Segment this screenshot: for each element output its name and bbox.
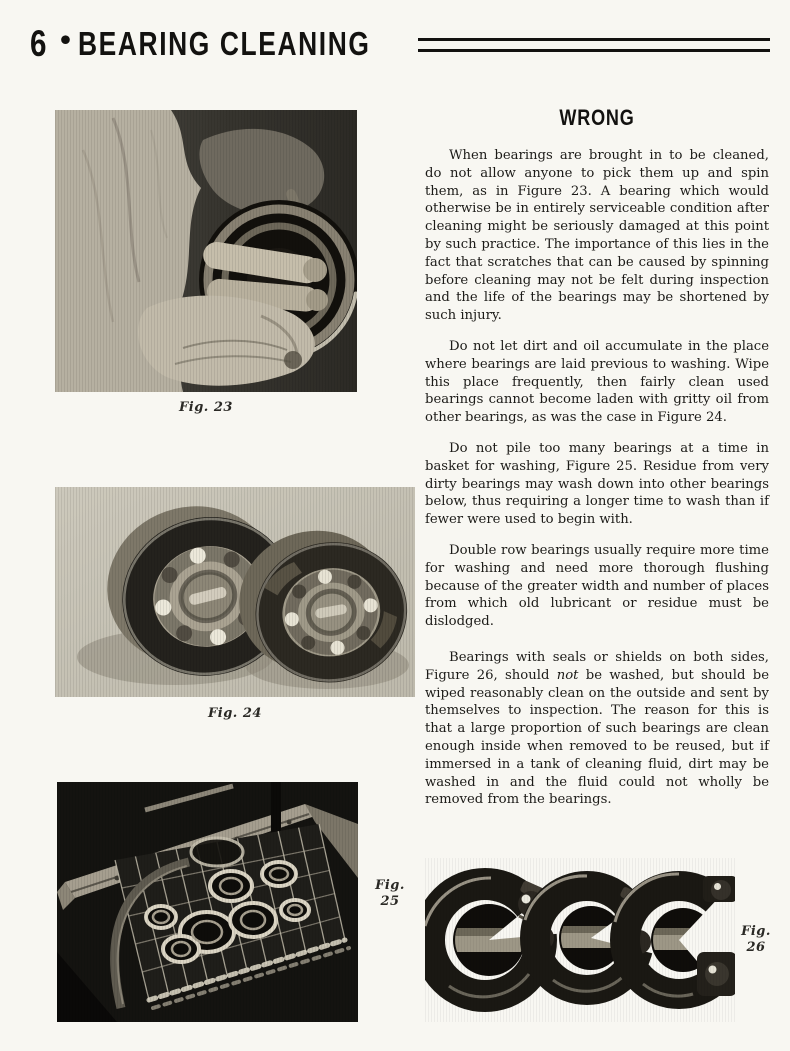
fig26-caption-line2: 26 xyxy=(746,939,766,955)
fig25-caption xyxy=(368,878,412,909)
sealed-paragraph-end: be washed, but should be wiped reasonably clean on the outside and sent by themselves to inspection. The reason for this is that a large proportion of such bearings are clean enough inside when removed to be reused, but if immersed in a tank of cleaning fluid, dirt may be washed in and the fluid could not wholly be removed from the bearings. xyxy=(425,667,769,808)
figure-23 xyxy=(55,110,357,415)
header-rule-top xyxy=(418,38,770,41)
figure-25 xyxy=(57,782,358,1022)
paragraph-basket-piling: Do not pile too many bearings at a time in basket for washing, Figure 25. Residue from very dirty bearings may wash down into other bearings below, thus requiring a longer time to wash than if fewer were used to begin with. xyxy=(425,440,769,528)
paragraph-dirt-oil-accumulate: Do not let dirt and oil accumulate in the place where bearings are laid previous to washing. Wipe this place frequently, then fairly clean used bearings cannot become laden with gritty oil from other bearings, as was the case in Figure 24. xyxy=(425,338,769,426)
fig25-caption-line2: 25 xyxy=(380,893,400,909)
fig25-caption-line1: Fig. xyxy=(375,878,405,893)
fig26-caption-line1: Fig. xyxy=(741,924,771,939)
fig26-photo-three-cutaway-bearings xyxy=(425,858,735,1022)
page-header xyxy=(30,22,770,66)
fig23-photo-hands-spinning-bearing xyxy=(55,110,357,392)
paragraph-double-row: Double row bearings usually require more time for washing and need more thorough flushing because of the greater width and number of places from which old lubricant or residue must be dislodged. xyxy=(425,542,769,630)
section-heading-wrong: WRONG xyxy=(559,105,635,130)
page-number: 6 xyxy=(30,23,47,64)
sealed-paragraph-emphasis: not xyxy=(556,667,579,683)
fig24-photo-two-bearings xyxy=(55,487,415,697)
fig26-caption xyxy=(733,924,779,955)
header-double-rule xyxy=(418,36,770,52)
sealed-paragraph-start: Bearings with seals or shields on both sides, Figure 26, should xyxy=(425,649,769,683)
header-rule-bottom xyxy=(418,49,770,53)
paragraph-sealed-bearings xyxy=(425,649,769,809)
fig24-caption: Fig. 24 xyxy=(208,706,262,721)
bullet-separator-icon: • xyxy=(56,24,75,59)
figure-26 xyxy=(425,858,735,1022)
body-text-column xyxy=(425,105,769,822)
fig23-caption: Fig. 23 xyxy=(179,400,233,415)
page-title: BEARING CLEANING xyxy=(78,25,371,62)
fig25-photo-basket-of-bearings xyxy=(57,782,358,1022)
paragraph-spinning-warning: When bearings are brought in to be cleaned, do not allow anyone to pick them up and spin them, as in Figure 23. A bearing which would otherwise be in entirely serviceable condition after cleaning might be seriously damaged at this point by such practice. The importance of this lies in the fact that scratches that can be caused by spinning before cleaning may not be felt during inspection and the life of the bearings may be shortened by such injury. xyxy=(425,148,769,324)
figure-24 xyxy=(55,487,415,721)
